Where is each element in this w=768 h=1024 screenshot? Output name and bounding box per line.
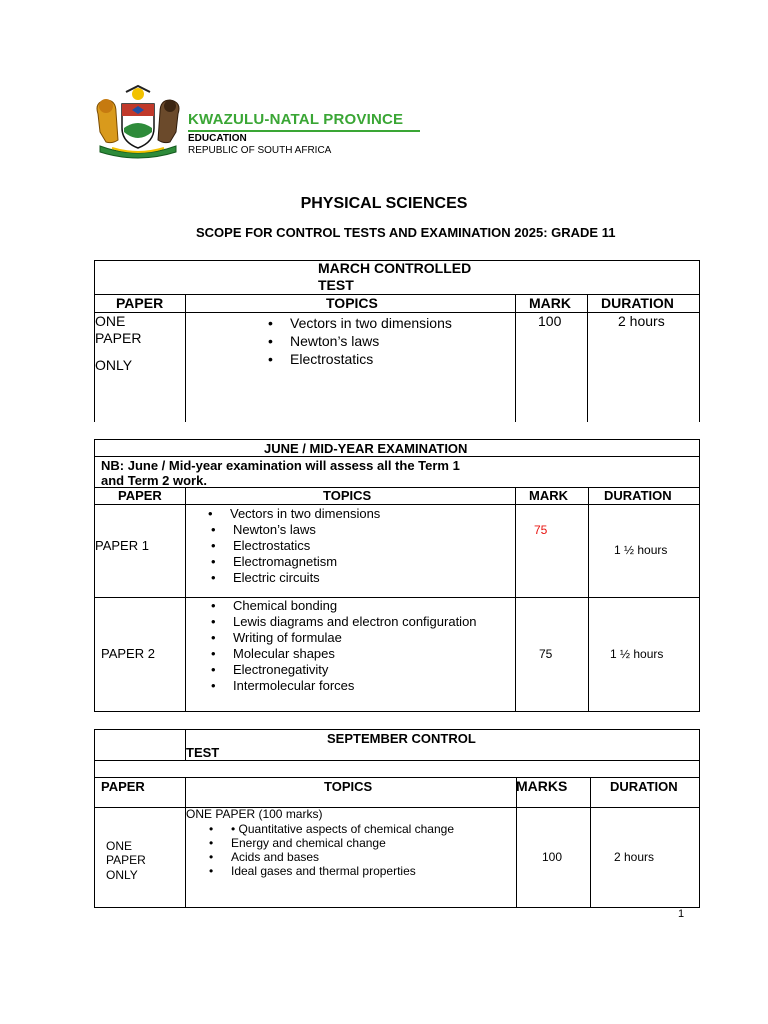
june-paper2-topics xyxy=(211,598,477,694)
september-heading-line1: SEPTEMBER CONTROL xyxy=(327,731,476,746)
september-heading-line2: TEST xyxy=(186,745,220,760)
list-item: • Electrostatics xyxy=(211,538,383,554)
list-item: • Lewis diagrams and electron configuration xyxy=(211,614,477,630)
march-table xyxy=(94,260,700,422)
list-item: • Electromagnetism xyxy=(211,554,383,570)
june-paper2-mark: 75 xyxy=(539,647,553,661)
march-col-topics: TOPICS xyxy=(326,295,378,311)
march-topics-list xyxy=(268,314,452,368)
june-heading: JUNE / MID-YEAR EXAMINATION xyxy=(264,441,468,456)
list-item: • Energy and chemical change xyxy=(209,836,454,850)
june-paper2-duration: 1 ½ hours xyxy=(610,647,664,661)
june-paper1-mark: 75 xyxy=(534,523,548,537)
list-item: • Electric circuits xyxy=(211,570,383,586)
kzn-coat-of-arms-logo xyxy=(92,84,184,164)
june-col-mark: MARK xyxy=(529,488,568,503)
september-col-topics: TOPICS xyxy=(324,779,373,794)
list-item: • • Quantitative aspects of chemical change xyxy=(209,822,454,836)
province-name: KWAZULU-NATAL PROVINCE xyxy=(188,111,404,128)
march-paper-line3: ONLY xyxy=(95,357,133,373)
june-col-paper: PAPER xyxy=(118,488,162,503)
march-paper-line1: ONE xyxy=(95,313,126,329)
june-paper1-topics xyxy=(211,506,383,586)
june-col-duration: DURATION xyxy=(604,488,672,503)
june-note-line2: and Term 2 work. xyxy=(101,473,207,488)
june-paper1-label: PAPER 1 xyxy=(95,538,149,553)
september-paper-line3: ONLY xyxy=(106,868,138,882)
list-item: • Newton’s laws xyxy=(211,522,383,538)
country-name: REPUBLIC OF SOUTH AFRICA xyxy=(188,145,332,156)
document-subtitle: SCOPE FOR CONTROL TESTS AND EXAMINATION 2025: GRADE 11 xyxy=(196,225,616,240)
september-col-duration: DURATION xyxy=(610,779,678,794)
september-topics-intro: ONE PAPER (100 marks) xyxy=(186,807,323,821)
header-divider xyxy=(188,130,420,132)
june-paper2-label: PAPER 2 xyxy=(101,646,155,661)
list-item: • Vectors in two dimensions xyxy=(208,506,380,522)
march-col-duration: DURATION xyxy=(601,295,674,311)
march-col-paper: PAPER xyxy=(116,295,164,311)
march-mark-value: 100 xyxy=(538,313,562,329)
department-name: EDUCATION xyxy=(188,133,247,144)
page-number: 1 xyxy=(678,908,685,920)
document-title: PHYSICAL SCIENCES xyxy=(300,195,468,212)
september-duration-value: 2 hours xyxy=(614,850,655,864)
june-table xyxy=(94,439,700,712)
list-item: • Intermolecular forces xyxy=(211,678,477,694)
list-item: • Vectors in two dimensions xyxy=(268,314,452,332)
september-table xyxy=(94,729,700,908)
june-note-line1: NB: June / Mid-year examination will assess all the Term 1 xyxy=(101,458,460,473)
list-item: • Molecular shapes xyxy=(211,646,477,662)
march-heading-line1: MARCH CONTROLLED xyxy=(318,260,472,276)
june-col-topics: TOPICS xyxy=(323,488,372,503)
list-item: • Chemical bonding xyxy=(211,598,477,614)
september-topics-list xyxy=(209,822,454,878)
september-paper-line1: ONE xyxy=(106,839,133,853)
march-paper-line2: PAPER xyxy=(95,330,142,346)
march-heading-line2: TEST xyxy=(318,277,354,293)
june-paper1-duration: 1 ½ hours xyxy=(614,543,668,557)
march-duration-value: 2 hours xyxy=(618,313,665,329)
list-item: • Writing of formulae xyxy=(211,630,477,646)
september-mark-value: 100 xyxy=(542,850,563,864)
march-col-mark: MARK xyxy=(529,295,571,311)
list-item: • Ideal gases and thermal properties xyxy=(209,864,454,878)
list-item: • Newton’s laws xyxy=(268,332,452,350)
list-item: • Electrostatics xyxy=(268,350,452,368)
september-paper-line2: PAPER xyxy=(106,853,146,867)
list-item: • Electronegativity xyxy=(211,662,477,678)
list-item: • Acids and bases xyxy=(209,850,454,864)
september-col-marks: MARKS xyxy=(516,778,568,794)
september-col-paper: PAPER xyxy=(101,779,145,794)
